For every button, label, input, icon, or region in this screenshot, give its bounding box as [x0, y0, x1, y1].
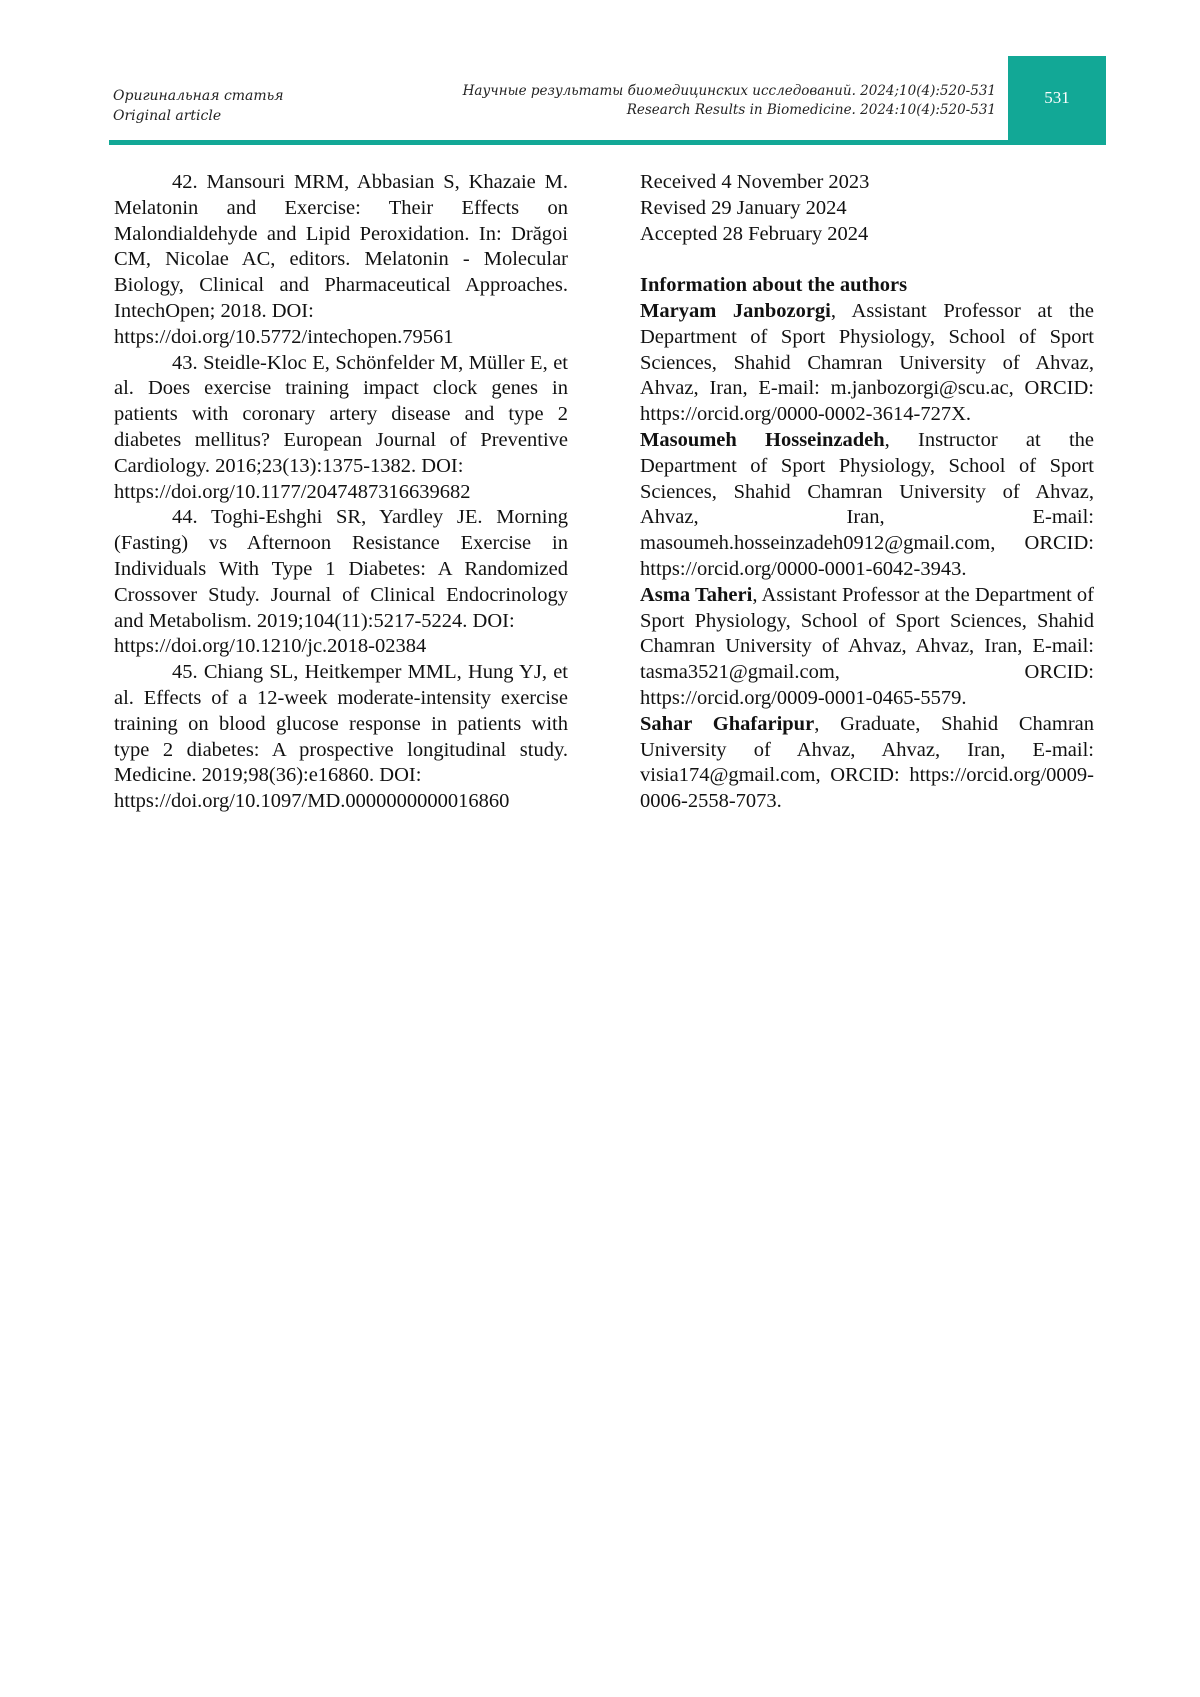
author-name: Sahar Ghafaripur — [640, 712, 815, 735]
author-details: , Instructor at the Department of Sport Physiology, School of Sport Sciences, Shahid Chamran University of Ahvaz, Ahvaz, Iran, E-mail: masoumeh.hosseinzadeh0912@gmail.com, ORCID: https://orcid.org/0000-0001-6042-3943. — [640, 428, 1094, 580]
author-entry-janbozorgi — [640, 299, 1094, 428]
reference-45 — [114, 660, 568, 815]
author-name: Masoumeh Hosseinzadeh — [640, 428, 885, 451]
author-name: Maryam Janbozorgi — [640, 299, 831, 322]
reference-doi-link[interactable]: https://doi.org/10.1097/MD.0000000000016860 — [114, 790, 510, 813]
author-details: , Assistant Professor at the Department of Sport Physiology, School of Sport Sciences, Shahid Chamran University of Ahvaz, Ahvaz, Iran, E-mail: tasma3521@gmail.com, ORCID: https://orcid.org/0009-0001-0465-5579. — [640, 583, 1094, 709]
header-divider — [109, 140, 1106, 145]
journal-citation — [463, 82, 996, 120]
author-details: , Assistant Professor at the Department of Sport Physiology, School of Sport Sciences, Shahid Chamran University of Ahvaz, Ahvaz, Iran, E-mail: m.janbozorgi@scu.ac, ORCID: https://orcid.org/0000-0002-3614-727X. — [640, 299, 1094, 426]
reference-text: 45. Chiang SL, Heitkemper MML, Hung YJ, et al. Effects of a 12-week moderate-intensity exercise training on blood glucose response in patients with type 2 diabetes: A prospective longitudinal study. Medicine. 2019;98(36):e16860. DOI: — [114, 661, 568, 787]
reference-44 — [114, 505, 568, 660]
journal-citation-ru: Научные результаты биомедицинских исследований. 2024;10(4):520-531 — [462, 83, 996, 99]
article-type-ru: Оригинальная статья — [113, 88, 284, 104]
reference-doi-link[interactable]: https://doi.org/10.1177/2047487316639682 — [114, 480, 471, 503]
reference-text: 44. Toghi-Eshghi SR, Yardley JE. Morning (Fasting) vs Afternoon Resistance Exercise in Individuals With Type 1 Diabetes: A Randomized Crossover Study. Journal of Clinical Endocrinology and Metabolism. 2019;104(11):5217-5224. DOI: — [114, 506, 568, 632]
reference-text: 42. Mansouri MRM, Abbasian S, Khazaie M. Melatonin and Exercise: Their Effects on Malondialdehyde and Lipid Peroxidation. In: Drăgoi CM, Nicolae AC, editors. Melatonin - Molecular Biology, Clinical and Pharmaceutical Approaches. IntechOpen; 2018. DOI: — [114, 171, 568, 322]
page-number-tab — [1008, 56, 1106, 140]
reference-42 — [114, 170, 568, 351]
page-number: 531 — [1044, 88, 1070, 107]
accepted-date: Accepted 28 February 2024 — [640, 222, 869, 245]
journal-citation-en: Research Results in Biomedicine. 2024:10(4):520-531 — [626, 102, 996, 118]
reference-doi-link[interactable]: https://doi.org/10.5772/intechopen.79561 — [114, 325, 454, 348]
article-info-column — [640, 170, 1094, 815]
author-details: , Graduate, Shahid Chamran University of Ahvaz, Ahvaz, Iran, E-mail: visia174@gmail.com, ORCID: https://orcid.org/0009-0006-2558-7073. — [640, 712, 1094, 813]
author-entry-ghafaripur — [640, 712, 1094, 815]
author-entry-taheri — [640, 583, 1094, 712]
received-date: Received 4 November 2023 — [640, 171, 870, 193]
article-dates — [640, 170, 1094, 247]
reference-43 — [114, 351, 568, 506]
reference-text: 43. Steidle-Kloc E, Schönfelder M, Müller E, et al. Does exercise training impact clock genes in patients with coronary artery disease and type 2 diabetes mellitus? European Journal of Preventive Cardiology. 2016;23(13):1375-1382. DOI: — [114, 351, 568, 477]
author-name: Asma Taheri — [640, 583, 753, 606]
revised-date: Revised 29 January 2024 — [640, 196, 847, 219]
reference-doi-link[interactable]: https://doi.org/10.1210/jc.2018-02384 — [114, 635, 427, 658]
authors-section-title: Information about the authors — [640, 274, 908, 297]
references-column — [114, 170, 568, 815]
page-header — [109, 56, 1106, 146]
article-type-en: Original article — [113, 108, 222, 124]
article-type — [113, 86, 284, 126]
author-entry-hosseinzadeh — [640, 428, 1094, 583]
